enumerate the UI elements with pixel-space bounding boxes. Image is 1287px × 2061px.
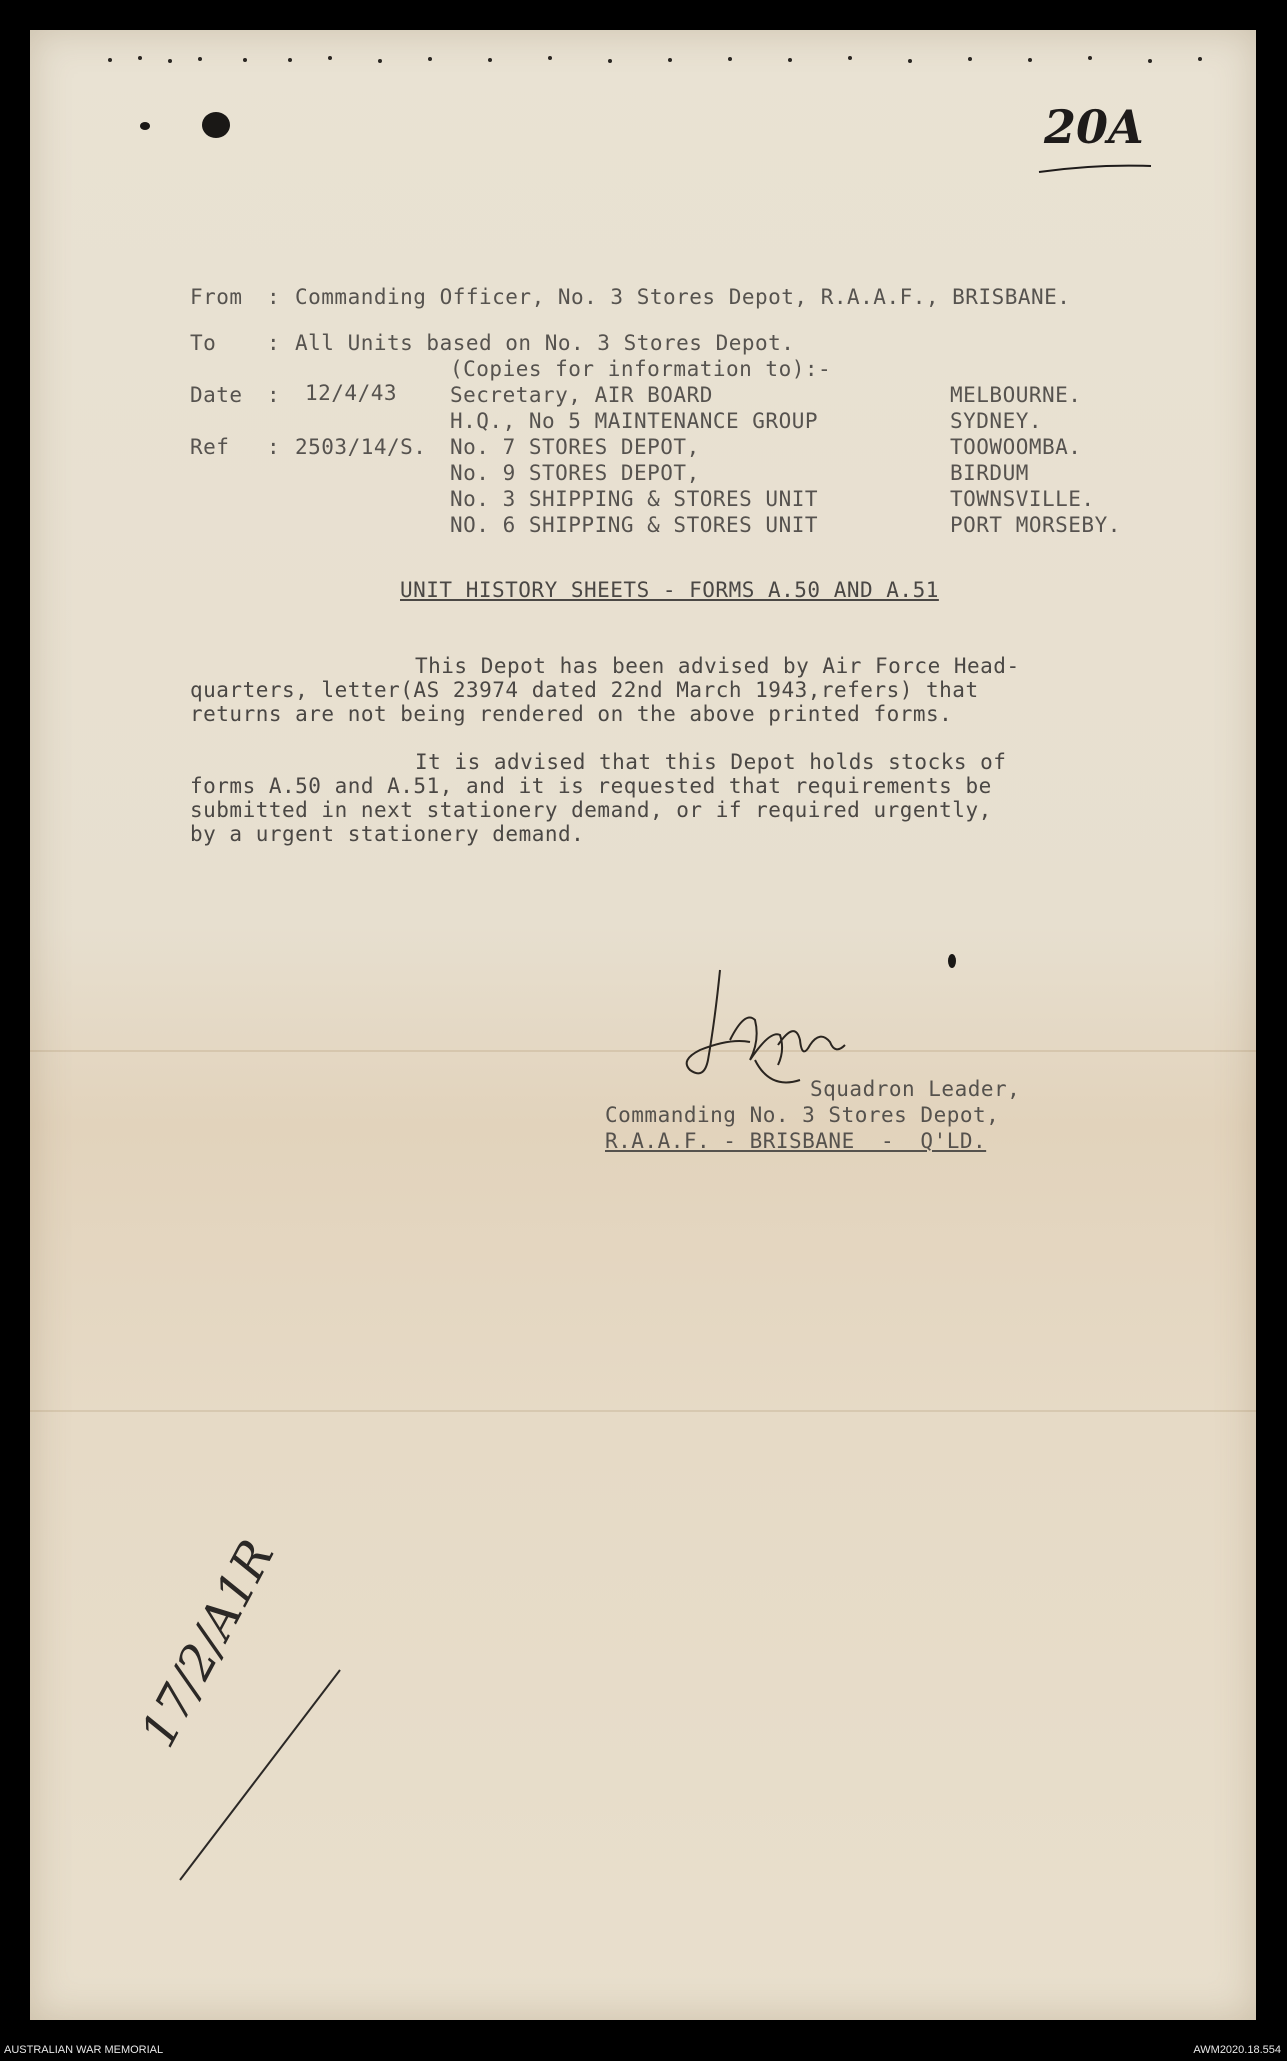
distribution-unit: No. 3 SHIPPING & STORES UNIT bbox=[450, 487, 819, 511]
body-line: submitted in next stationery demand, or if required urgently, bbox=[190, 798, 992, 822]
from-label: From bbox=[190, 285, 243, 309]
distribution-unit: Secretary, AIR BOARD bbox=[450, 383, 713, 407]
ref-value: 2503/14/S. bbox=[295, 435, 427, 459]
ref-colon: : bbox=[267, 435, 281, 459]
body-line: This Depot has been advised by Air Force Head- bbox=[415, 654, 1020, 678]
date-slash bbox=[170, 1660, 350, 1900]
date-colon: : bbox=[267, 383, 281, 407]
folio-underline bbox=[1035, 162, 1155, 176]
to-colon: : bbox=[267, 331, 281, 355]
fold-crease bbox=[30, 1050, 1256, 1052]
distribution-location: TOOWOOMBA. bbox=[950, 435, 1082, 459]
distribution-unit: No. 7 STORES DEPOT, bbox=[450, 435, 700, 459]
ink-blot bbox=[140, 122, 150, 130]
signatory-title: Commanding No. 3 Stores Depot, bbox=[605, 1103, 1000, 1127]
body-line: returns are not being rendered on the above printed forms. bbox=[190, 702, 953, 726]
to-value: All Units based on No. 3 Stores Depot. bbox=[295, 331, 795, 355]
folio-number: 20A bbox=[1044, 100, 1144, 154]
distribution-location: BIRDUM bbox=[950, 461, 1029, 485]
date-label: Date bbox=[190, 383, 243, 407]
distribution-location: TOWNSVILLE. bbox=[950, 487, 1095, 511]
body-line: quarters, letter(AS 23974 dated 22nd March 1943,refers) that bbox=[190, 678, 979, 702]
ink-blot bbox=[202, 112, 230, 138]
to-label: To bbox=[190, 331, 217, 355]
from-colon: : bbox=[267, 285, 281, 309]
date-value: 12/4/43 bbox=[305, 381, 398, 405]
distribution-unit: H.Q., No 5 MAINTENANCE GROUP bbox=[450, 409, 819, 433]
subject-heading: UNIT HISTORY SHEETS - FORMS A.50 AND A.51 bbox=[400, 578, 939, 602]
distribution-location: PORT MORSEBY. bbox=[950, 513, 1121, 537]
body-line: It is advised that this Depot holds stocks of bbox=[415, 750, 1007, 774]
signatory-rank: Squadron Leader, bbox=[810, 1077, 1021, 1101]
ink-blot bbox=[948, 954, 956, 968]
signatory-location: R.A.A.F. - BRISBANE - Q'LD. bbox=[605, 1129, 987, 1153]
footer-accession: AWM2020.18.554 bbox=[1193, 2044, 1281, 2056]
body-line: forms A.50 and A.51, and it is requested that requirements be bbox=[190, 774, 992, 798]
distribution-unit: No. 9 STORES DEPOT, bbox=[450, 461, 700, 485]
distribution-unit: NO. 6 SHIPPING & STORES UNIT bbox=[450, 513, 819, 537]
footer-credit: AUSTRALIAN WAR MEMORIAL bbox=[4, 2044, 164, 2056]
fold-crease bbox=[30, 1410, 1256, 1412]
distribution-location: MELBOURNE. bbox=[950, 383, 1082, 407]
body-line: by a urgent stationery demand. bbox=[190, 822, 585, 846]
paper-sheet bbox=[30, 30, 1256, 2020]
from-value: Commanding Officer, No. 3 Stores Depot, R.A.A.F., BRISBANE. bbox=[295, 285, 1071, 309]
copies-note: (Copies for information to):- bbox=[450, 357, 832, 381]
distribution-location: SYDNEY. bbox=[950, 409, 1043, 433]
handwritten-date: 17/2/A1R bbox=[130, 1531, 286, 1757]
ref-label: Ref bbox=[190, 435, 230, 459]
